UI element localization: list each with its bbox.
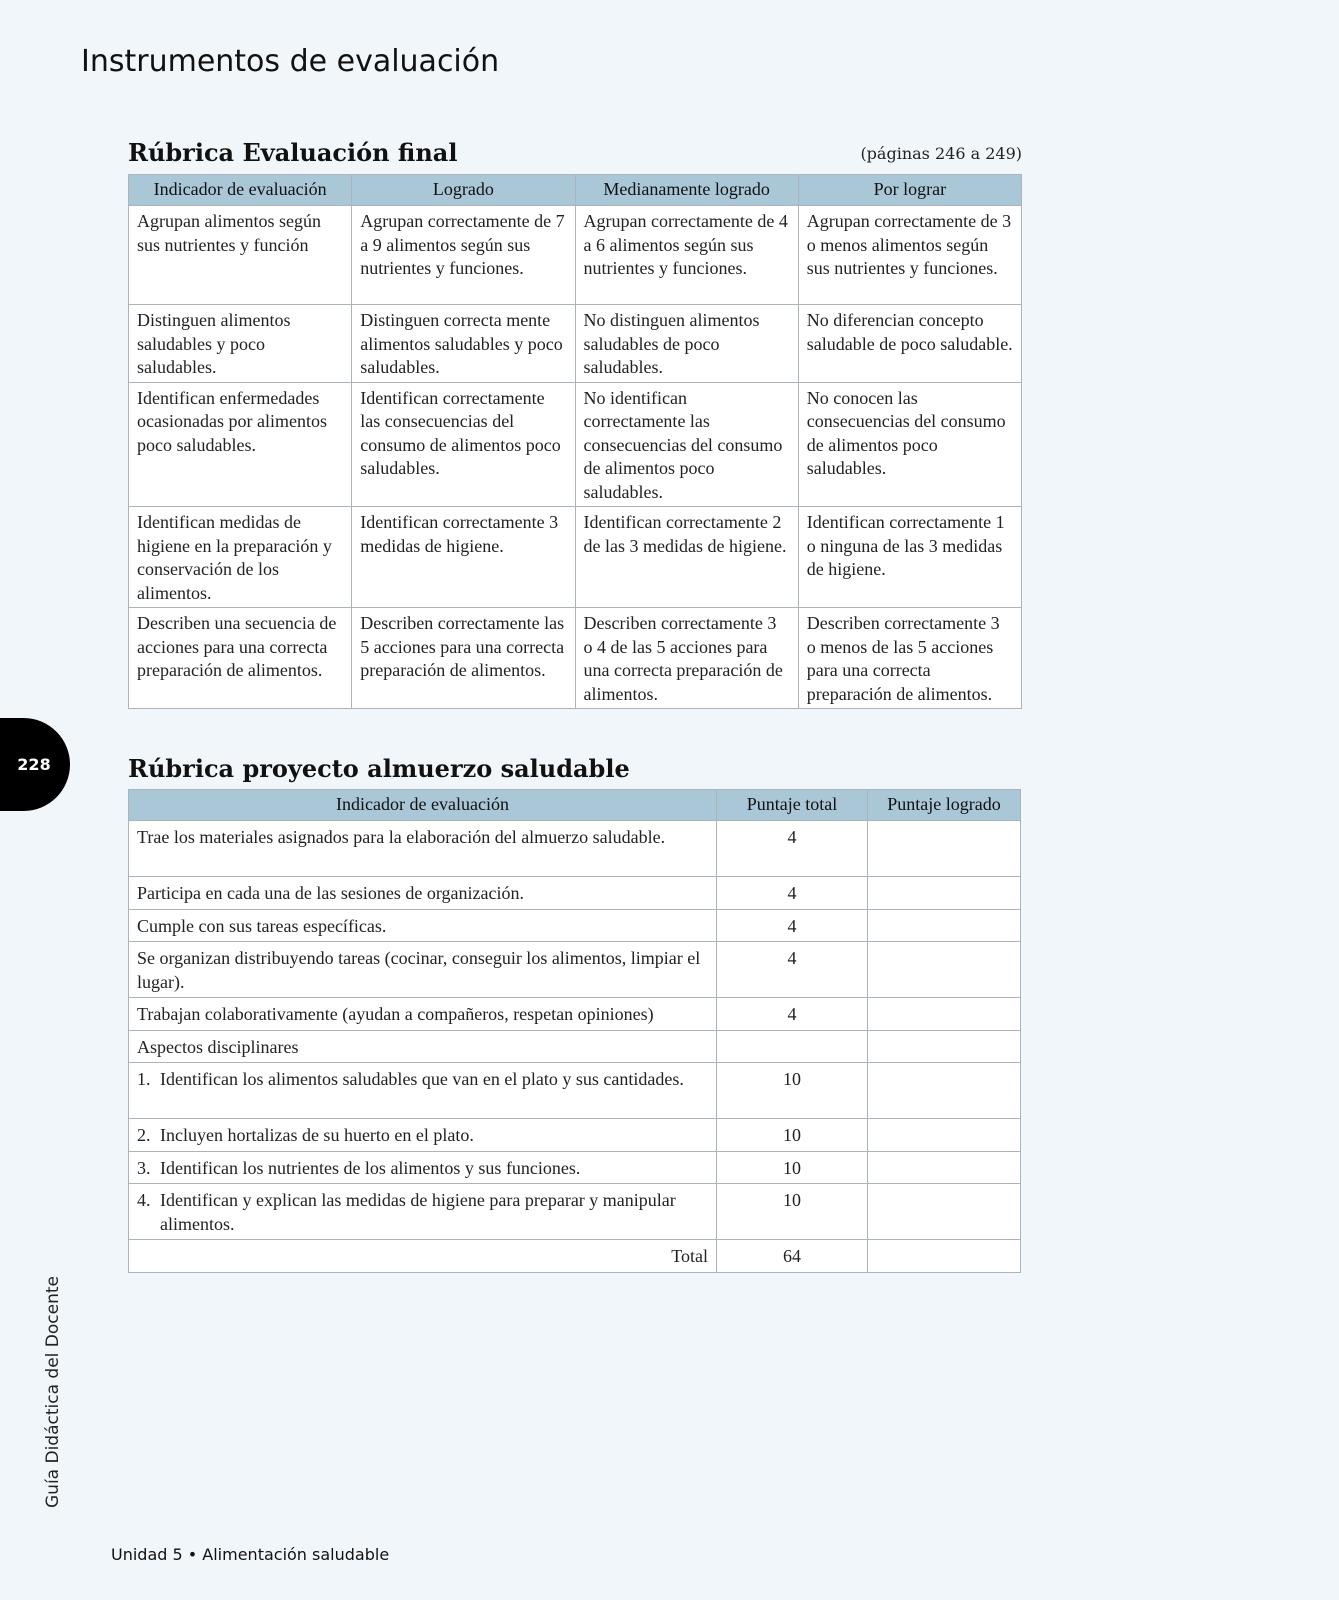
table-row	[129, 507, 1022, 608]
item-number: 1.	[137, 1069, 151, 1089]
indicator-cell: Participa en cada una de las sesiones de organización.	[129, 877, 717, 910]
indicator-cell	[129, 1063, 717, 1119]
table-row	[129, 1184, 1021, 1240]
indicator-cell	[129, 1151, 717, 1184]
table-cell: Agrupan correctamente de 4 a 6 alimentos según sus nutrientes y funciones.	[575, 206, 798, 305]
table-cell: Identifican correctamente 3 medidas de higiene.	[352, 507, 575, 608]
table-cell: Identifican enfermedades ocasionadas por alimentos poco saludables.	[129, 382, 352, 507]
item-text: Identifican los alimentos saludables que van en el plato y sus cantidades.	[160, 1069, 684, 1089]
indicator-cell	[129, 1119, 717, 1152]
item-text: Incluyen hortalizas de su huerto en el plato.	[160, 1125, 474, 1145]
item-number: 2.	[137, 1125, 151, 1145]
total-score-cell: 10	[717, 1063, 868, 1119]
indicator-cell	[129, 1184, 717, 1240]
rubric-final-header	[128, 138, 1022, 174]
total-achieved-cell[interactable]	[868, 1240, 1021, 1273]
rubric-final-table	[128, 174, 1022, 709]
rubric-final-title: Rúbrica Evaluación final	[128, 138, 458, 167]
table-row	[129, 1030, 1021, 1063]
page-title: Instrumentos de evaluación	[81, 44, 500, 79]
item-number: 3.	[137, 1157, 151, 1178]
table-cell: Distinguen alimentos saludables y poco saludables.	[129, 305, 352, 383]
table-row	[129, 1151, 1021, 1184]
item-text: Identifican y explican las medidas de higiene para preparar y manipular alimentos.	[160, 1190, 676, 1234]
rubric-project-title: Rúbrica proyecto almuerzo saludable	[128, 754, 630, 783]
total-score-cell: 4	[717, 998, 868, 1031]
table-row	[129, 608, 1022, 709]
total-score-cell: 10	[717, 1184, 868, 1240]
table-header-row	[129, 790, 1021, 821]
table-row	[129, 821, 1021, 877]
achieved-score-cell[interactable]	[868, 1119, 1021, 1152]
page-number-tab	[0, 718, 70, 811]
column-header: Puntaje logrado	[868, 790, 1021, 821]
achieved-score-cell[interactable]	[868, 1030, 1021, 1063]
table-cell: No diferencian concepto saludable de poco saludable.	[798, 305, 1021, 383]
table-total-row	[129, 1240, 1021, 1273]
column-header: Puntaje total	[717, 790, 868, 821]
table-row	[129, 877, 1021, 910]
table-cell: Identifican correctamente 2 de las 3 medidas de higiene.	[575, 507, 798, 608]
achieved-score-cell[interactable]	[868, 1151, 1021, 1184]
column-header: Indicador de evaluación	[129, 790, 717, 821]
table-cell: Distinguen correcta mente alimentos saludables y poco saludables.	[352, 305, 575, 383]
total-score-value: 64	[717, 1240, 868, 1273]
table-cell: Identifican medidas de higiene en la preparación y conservación de los alimentos.	[129, 507, 352, 608]
column-header: Por lograr	[798, 175, 1021, 206]
table-row	[129, 909, 1021, 942]
column-header: Indicador de evaluación	[129, 175, 352, 206]
achieved-score-cell[interactable]	[868, 1063, 1021, 1119]
table-row	[129, 382, 1022, 507]
table-row	[129, 305, 1022, 383]
rubric-final-page-ref: (páginas 246 a 249)	[860, 144, 1022, 163]
rubric-final-section	[128, 138, 1022, 709]
column-header: Logrado	[352, 175, 575, 206]
indicator-cell: Se organizan distribuyendo tareas (cocinar, conseguir los alimentos, limpiar el lugar).	[129, 942, 717, 998]
indicator-cell: Aspectos disciplinares	[129, 1030, 717, 1063]
table-cell: Describen una secuencia de acciones para una correcta preparación de alimentos.	[129, 608, 352, 709]
side-label: Guía Didáctica del Docente	[43, 1276, 63, 1508]
table-cell: Describen correctamente 3 o menos de las 5 acciones para una correcta preparación de alimentos.	[798, 608, 1021, 709]
rubric-project-header	[128, 754, 1020, 789]
table-cell: Agrupan alimentos según sus nutrientes y función	[129, 206, 352, 305]
table-cell: Describen correctamente 3 o 4 de las 5 acciones para una correcta preparación de alimentos.	[575, 608, 798, 709]
table-cell: No conocen las consecuencias del consumo de alimentos poco saludables.	[798, 382, 1021, 507]
footer-unit-label: Unidad 5 • Alimentación saludable	[111, 1545, 390, 1564]
achieved-score-cell[interactable]	[868, 909, 1021, 942]
item-text: Identifican los nutrientes de los alimentos y sus funciones.	[160, 1157, 581, 1178]
total-score-cell: 4	[717, 942, 868, 998]
total-score-cell: 4	[717, 909, 868, 942]
table-row	[129, 1063, 1021, 1119]
table-cell: Agrupan correctamente de 7 a 9 alimentos según sus nutrientes y funciones.	[352, 206, 575, 305]
table-cell: Describen correctamente las 5 acciones para una correcta preparación de alimentos.	[352, 608, 575, 709]
rubric-project-section	[128, 754, 1020, 1273]
total-score-cell: 4	[717, 821, 868, 877]
table-cell: Agrupan correctamente de 3 o menos alimentos según sus nutrientes y funciones.	[798, 206, 1021, 305]
achieved-score-cell[interactable]	[868, 877, 1021, 910]
total-score-cell: 4	[717, 877, 868, 910]
table-cell: Identifican correctamente 1 o ninguna de las 3 medidas de higiene.	[798, 507, 1021, 608]
table-row	[129, 206, 1022, 305]
total-score-cell: 10	[717, 1151, 868, 1184]
total-score-cell: 10	[717, 1119, 868, 1152]
table-cell: No identifican correctamente las consecuencias del consumo de alimentos poco saludables.	[575, 382, 798, 507]
table-row	[129, 1119, 1021, 1152]
indicator-cell: Trabajan colaborativamente (ayudan a compañeros, respetan opiniones)	[129, 998, 717, 1031]
achieved-score-cell[interactable]	[868, 942, 1021, 998]
table-cell: Identifican correctamente las consecuencias del consumo de alimentos poco saludables.	[352, 382, 575, 507]
table-cell: No distinguen alimentos saludables de poco saludables.	[575, 305, 798, 383]
item-number: 4.	[137, 1190, 151, 1210]
page-number: 228	[17, 755, 51, 774]
table-row	[129, 998, 1021, 1031]
achieved-score-cell[interactable]	[868, 821, 1021, 877]
total-score-cell	[717, 1030, 868, 1063]
column-header: Medianamente logrado	[575, 175, 798, 206]
indicator-cell: Trae los materiales asignados para la elaboración del almuerzo saludable.	[129, 821, 717, 877]
total-label: Total	[129, 1240, 717, 1273]
table-row	[129, 942, 1021, 998]
indicator-cell: Cumple con sus tareas específicas.	[129, 909, 717, 942]
achieved-score-cell[interactable]	[868, 998, 1021, 1031]
rubric-project-table	[128, 789, 1021, 1273]
achieved-score-cell[interactable]	[868, 1184, 1021, 1240]
table-header-row	[129, 175, 1022, 206]
